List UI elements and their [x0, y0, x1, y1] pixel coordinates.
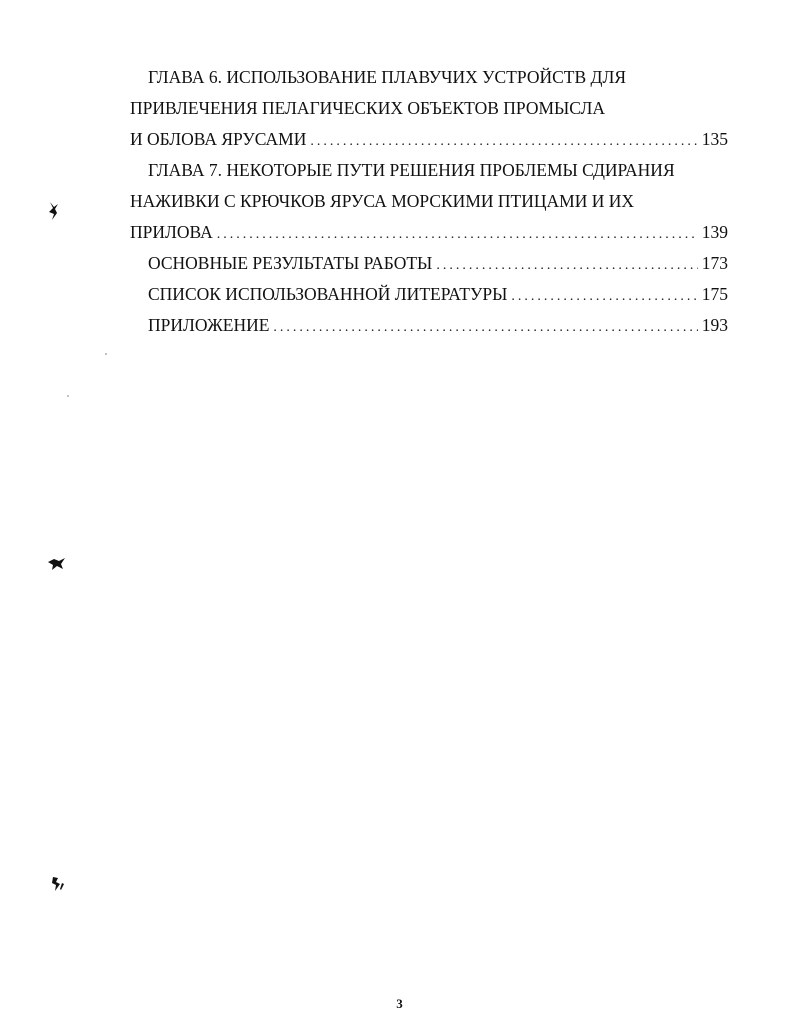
- toc-appendix-page: 193: [701, 315, 728, 335]
- toc-references-title: СПИСОК ИСПОЛЬЗОВАННОЙ ЛИТЕРАТУРЫ: [148, 284, 508, 304]
- table-of-contents: [130, 62, 728, 341]
- toc-results-page: 173: [701, 253, 728, 273]
- toc-references-page: 175: [701, 284, 728, 304]
- toc-chapter6-line2: [130, 93, 728, 124]
- toc-chapter6-page: 135: [701, 129, 728, 149]
- dot-leader: [217, 219, 698, 250]
- toc-chapter7-page: 139: [701, 222, 728, 242]
- toc-appendix-title: ПРИЛОЖЕНИЕ: [148, 315, 270, 335]
- scan-mark-icon: [48, 874, 68, 894]
- toc-chapter7-line2: [130, 186, 728, 217]
- dot-leader: [310, 126, 697, 157]
- toc-chapter7-title-part3: ПРИЛОВА: [130, 222, 213, 242]
- scan-speck-icon: [66, 394, 70, 398]
- toc-chapter7-title-part1: ГЛАВА 7. НЕКОТОРЫЕ ПУТИ РЕШЕНИЯ ПРОБЛЕМЫ СДИРАНИЯ: [148, 160, 675, 180]
- toc-references-line: [130, 279, 728, 310]
- toc-chapter6-title-part3: И ОБЛОВА ЯРУСАМИ: [130, 129, 307, 149]
- toc-appendix-line: [130, 310, 728, 341]
- dot-leader: [273, 312, 697, 343]
- toc-chapter6-line3: [130, 124, 728, 155]
- toc-chapter7-line1: [130, 155, 728, 186]
- scan-speck-icon: [104, 352, 108, 356]
- dot-leader: [436, 250, 697, 281]
- toc-results-line: [130, 248, 728, 279]
- page-number: 3: [396, 996, 403, 1011]
- toc-results-title: ОСНОВНЫЕ РЕЗУЛЬТАТЫ РАБОТЫ: [148, 253, 433, 273]
- scan-mark-icon: [46, 200, 62, 222]
- toc-chapter7-title-part2: НАЖИВКИ С КРЮЧКОВ ЯРУСА МОРСКИМИ ПТИЦАМИ И ИХ: [130, 191, 634, 211]
- toc-chapter6-title-part1: ГЛАВА 6. ИСПОЛЬЗОВАНИЕ ПЛАВУЧИХ УСТРОЙСТВ ДЛЯ: [148, 67, 626, 87]
- toc-chapter6-line1: [130, 62, 728, 93]
- scan-mark-icon: [46, 556, 68, 572]
- toc-chapter6-title-part2: ПРИВЛЕЧЕНИЯ ПЕЛАГИЧЕСКИХ ОБЪЕКТОВ ПРОМЫСЛА: [130, 98, 606, 118]
- dot-leader: [511, 281, 697, 312]
- toc-chapter7-line3: [130, 217, 728, 248]
